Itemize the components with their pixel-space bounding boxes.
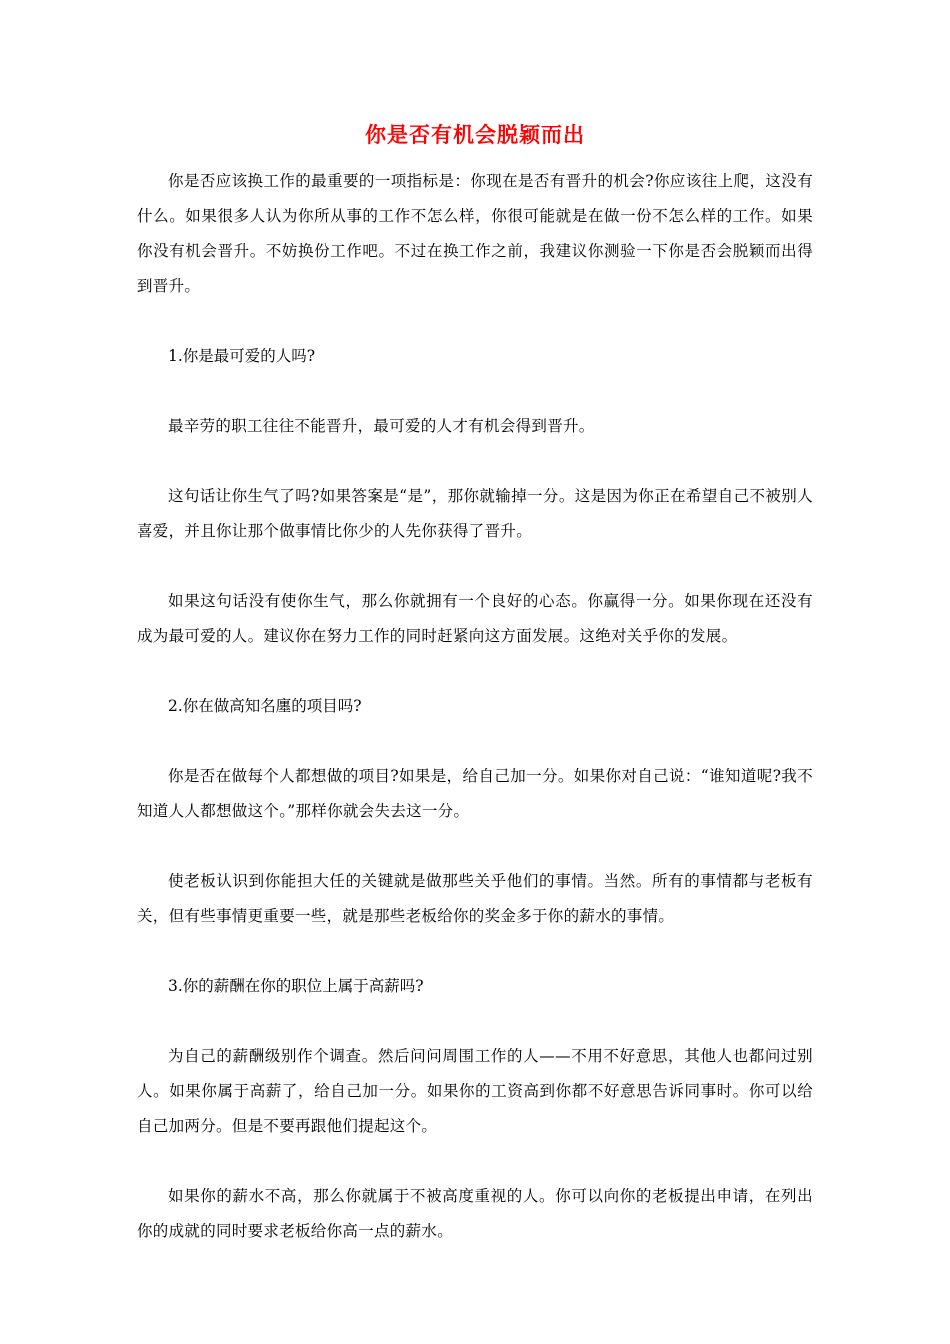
question-3-paragraph-2: 如果你的薪水不高，那么你就属于不被高度重视的人。你可以向你的老板提出申请，在列出你的成就的同时要求老板给你高一点的薪水。 <box>137 1187 813 1240</box>
question-2-paragraph-1: 你是否在做每个人都想做的项目?如果是，给自己加一分。如果你对自己说：“谁知道呢?我不知道人人都想做这个。”那样你就会失去这一分。 <box>137 767 813 820</box>
document-title: 你是否有机会脱颖而出 <box>365 122 585 147</box>
question-2-heading: 2.你在做高知名廛的项目吗? <box>168 697 362 715</box>
document-page <box>137 120 813 1284</box>
question-1-paragraph-3: 如果这句话没有使你生气，那么你就拥有一个良好的心态。你赢得一分。如果你现在还没有成为最可爱的人。建议你在努力工作的同时赶紧向这方面发展。这绝对关乎你的发展。 <box>137 592 813 645</box>
question-2-paragraph-2: 使老板认识到你能担大任的关键就是做那些关乎他们的事情。当然。所有的事情都与老板有关，但有些事情更重要一些，就是那些老板给你的奖金多于你的薪水的事情。 <box>137 872 813 925</box>
question-1-paragraph-2: 这句话让你生气了吗?如果答案是“是”，那你就输掉一分。这是因为你正在希望自己不被别人喜爱，并且你让那个做事情比你少的人先你获得了晋升。 <box>137 487 813 540</box>
question-1-paragraph-1: 最辛劳的职工往往不能晋升，最可爱的人才有机会得到晋升。 <box>168 417 595 435</box>
question-3-heading: 3.你的薪酬在你的职位上属于高薪吗? <box>168 977 424 995</box>
question-3-paragraph-1: 为自己的薪酬级别作个调查。然后问问周围工作的人——不用不好意思，其他人也都问过别人。如果你属于高薪了，给自己加一分。如果你的工资高到你都不好意思告诉同事时。你可以给自己加两分。但是不要再跟他们提起这个。 <box>137 1047 813 1135</box>
intro-paragraph: 你是否应该换工作的最重要的一项指标是：你现在是否有晋升的机会?你应该往上爬，这没有什么。如果很多人认为你所从事的工作不怎么样，你很可能就是在做一份不怎么样的工作。如果你没有机会晋升。不妨换份工作吧。不过在换工作之前，我建议你测验一下你是否会脱颖而出得到晋升。 <box>137 172 813 295</box>
question-1-heading: 1.你是最可爱的人吗? <box>168 347 316 365</box>
